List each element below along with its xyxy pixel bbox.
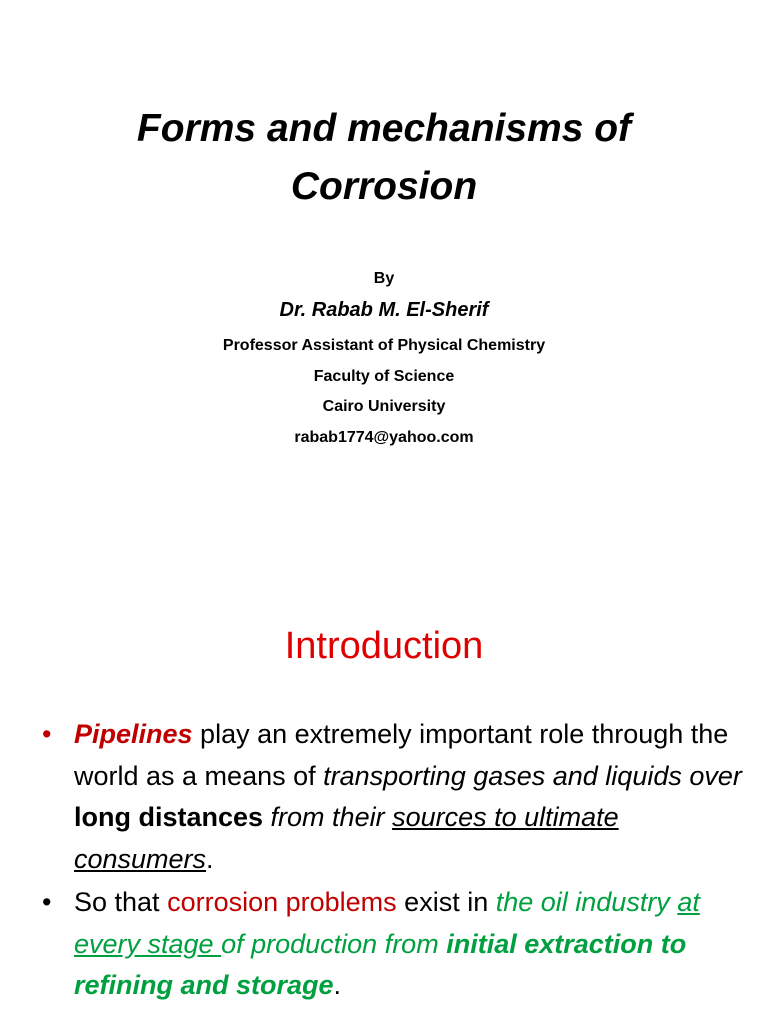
bullet1-transporting: transporting gases and liquids over [323, 760, 742, 791]
author-name: Dr. Rabab M. El-Sherif [279, 299, 489, 321]
bullet2-corrosion-problems: corrosion problems [167, 887, 397, 917]
bullet1-long-distances: long distances [74, 802, 264, 832]
bullet1-text-a: play an extremely important role through the world as a means of [74, 719, 729, 791]
introduction-title: Introduction [284, 625, 484, 667]
bullet-icon: • [42, 887, 52, 917]
bullet2-oil-industry: the oil industry [495, 887, 678, 917]
bullet2-exist-in: exist in [396, 887, 496, 917]
bullet-list [42, 714, 742, 1009]
author-university: Cairo University [322, 398, 446, 415]
by-label: By [373, 270, 395, 287]
bullet-pipelines [42, 714, 742, 880]
bullet2-of-production: of production from [221, 928, 447, 959]
bullet2-period: . [333, 970, 342, 1000]
author-faculty: Faculty of Science [313, 368, 455, 385]
bullet1-from-their: from their [263, 802, 393, 832]
author-email: rabab1774@yahoo.com [294, 429, 474, 446]
bullet1-period: . [206, 843, 214, 874]
bullet1-sources: sources to ultimate consumers [74, 802, 619, 874]
presentation-title [0, 100, 768, 216]
bullet-corrosion [42, 882, 742, 1007]
bullet2-every-stage: at every stage [74, 887, 700, 959]
pipelines-term: Pipelines [74, 719, 193, 749]
author-position: Professor Assistant of Physical Chemistry [222, 337, 546, 354]
bullet2-so-that: So that [74, 887, 168, 917]
title-line-1: Forms and mechanisms of [136, 107, 632, 150]
bullet-icon: • [42, 719, 52, 749]
title-line-2: Corrosion [290, 165, 478, 208]
bullet2-extraction: initial extraction to refining and storage [74, 928, 687, 1000]
